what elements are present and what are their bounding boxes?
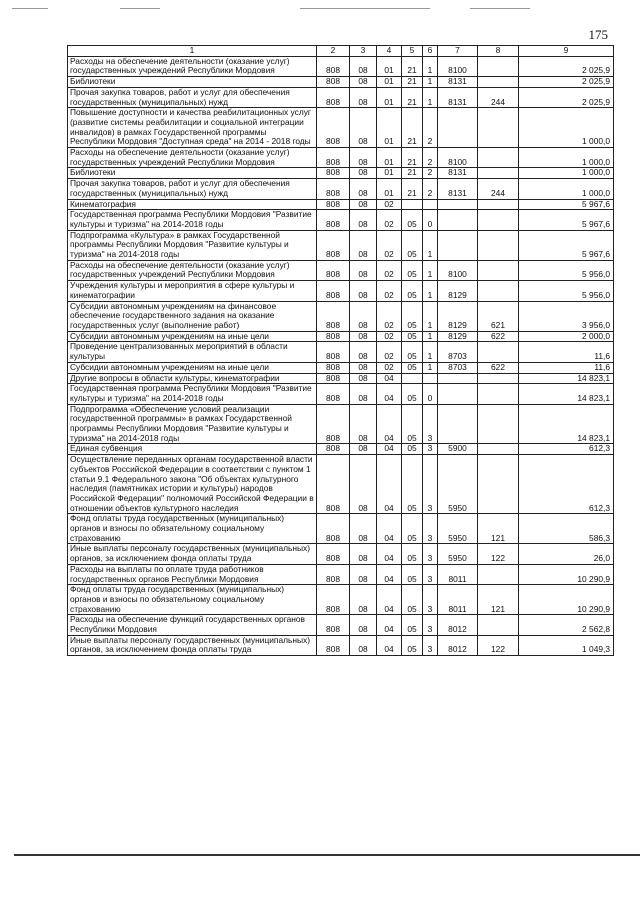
expense-type-cell bbox=[478, 148, 519, 168]
row-name-cell: Государственная программа Республики Мордовия "Развитие культуры и туризма" на 2014-2018 годы bbox=[68, 210, 317, 230]
target-code-cell: 8131 bbox=[438, 179, 478, 199]
subsection-code-cell: 04 bbox=[377, 585, 402, 615]
chapter-code-cell: 808 bbox=[317, 230, 350, 260]
subprogram-code-cell: 3 bbox=[423, 544, 438, 564]
row-name-cell: Расходы на обеспечение деятельности (оказание услуг) государственных учреждений Республики Мордовия bbox=[68, 56, 317, 76]
program-code-cell: 05 bbox=[402, 260, 423, 280]
chapter-code-cell: 808 bbox=[317, 544, 350, 564]
section-code-cell: 08 bbox=[350, 331, 377, 342]
target-code-cell bbox=[438, 108, 478, 148]
target-code-cell bbox=[438, 404, 478, 444]
row-name-cell: Расходы на выплаты по оплате труда работников государственных органов Республики Мордовия bbox=[68, 564, 317, 584]
section-code-cell: 08 bbox=[350, 444, 377, 455]
subsection-code-cell: 04 bbox=[377, 404, 402, 444]
table-row bbox=[68, 444, 614, 455]
target-code-cell: 8100 bbox=[438, 148, 478, 168]
target-code-cell bbox=[438, 373, 478, 384]
section-code-cell: 08 bbox=[350, 260, 377, 280]
subsection-code-cell: 01 bbox=[377, 168, 402, 179]
target-code-cell: 8131 bbox=[438, 87, 478, 107]
expense-type-cell: 622 bbox=[478, 362, 519, 373]
program-code-cell: 05 bbox=[402, 455, 423, 514]
subprogram-code-cell: 1 bbox=[423, 362, 438, 373]
subprogram-code-cell: 1 bbox=[423, 77, 438, 88]
amount-cell: 5 967,6 bbox=[519, 210, 614, 230]
expense-type-cell: 244 bbox=[478, 179, 519, 199]
subprogram-code-cell: 2 bbox=[423, 168, 438, 179]
row-name-cell: Осуществление переданных органам государственной власти субъектов Российской Федерации в соответствии с пунктом 1 статьи 9.1 Федерального закона "Об объектах культурного наследия (памятниках истории и культуры) народов Российской Федерации" полномочий Российской Федерации в отношении объектов культурного наследия bbox=[68, 455, 317, 514]
amount-cell: 1 000,0 bbox=[519, 108, 614, 148]
table-row bbox=[68, 56, 614, 76]
chapter-code-cell: 808 bbox=[317, 210, 350, 230]
row-name-cell: Проведение централизованных мероприятий в области культуры bbox=[68, 342, 317, 362]
program-code-cell: 05 bbox=[402, 331, 423, 342]
page-bottom-rule bbox=[14, 854, 640, 856]
target-code-cell: 8012 bbox=[438, 615, 478, 635]
header-cell: 7 bbox=[438, 46, 478, 57]
expense-type-cell: 121 bbox=[478, 514, 519, 544]
row-name-cell: Прочая закупка товаров, работ и услуг для обеспечения государственных (муниципальных) нужд bbox=[68, 87, 317, 107]
subsection-code-cell: 01 bbox=[377, 148, 402, 168]
chapter-code-cell: 808 bbox=[317, 77, 350, 88]
section-code-cell: 08 bbox=[350, 210, 377, 230]
chapter-code-cell: 808 bbox=[317, 108, 350, 148]
row-name-cell: Иные выплаты персоналу государственных (муниципальных) органов, за исключением фонда оплаты труда bbox=[68, 544, 317, 564]
amount-cell: 5 956,0 bbox=[519, 260, 614, 280]
expense-type-cell bbox=[478, 455, 519, 514]
subsection-code-cell: 02 bbox=[377, 301, 402, 331]
table-row bbox=[68, 148, 614, 168]
chapter-code-cell: 808 bbox=[317, 301, 350, 331]
section-code-cell: 08 bbox=[350, 585, 377, 615]
header-cell: 9 bbox=[519, 46, 614, 57]
expense-type-cell bbox=[478, 168, 519, 179]
target-code-cell: 8011 bbox=[438, 585, 478, 615]
program-code-cell: 21 bbox=[402, 108, 423, 148]
subprogram-code-cell: 1 bbox=[423, 87, 438, 107]
row-name-cell: Расходы на обеспечение деятельности (оказание услуг) государственных учреждений Республики Мордовия bbox=[68, 148, 317, 168]
section-code-cell: 08 bbox=[350, 301, 377, 331]
section-code-cell: 08 bbox=[350, 564, 377, 584]
expense-type-cell bbox=[478, 281, 519, 301]
table-row bbox=[68, 77, 614, 88]
subsection-code-cell: 01 bbox=[377, 179, 402, 199]
chapter-code-cell: 808 bbox=[317, 585, 350, 615]
table-row bbox=[68, 455, 614, 514]
chapter-code-cell: 808 bbox=[317, 362, 350, 373]
chapter-code-cell: 808 bbox=[317, 635, 350, 655]
target-code-cell: 5950 bbox=[438, 455, 478, 514]
subprogram-code-cell: 1 bbox=[423, 260, 438, 280]
row-name-cell: Фонд оплаты труда государственных (муниципальных) органов и взносы по обязательному социальному страхованию bbox=[68, 514, 317, 544]
program-code-cell: 21 bbox=[402, 87, 423, 107]
chapter-code-cell: 808 bbox=[317, 56, 350, 76]
expense-type-cell: 122 bbox=[478, 635, 519, 655]
amount-cell: 11,6 bbox=[519, 342, 614, 362]
row-name-cell: Фонд оплаты труда государственных (муниципальных) органов и взносы по обязательному социальному страхованию bbox=[68, 585, 317, 615]
program-code-cell: 05 bbox=[402, 342, 423, 362]
target-code-cell: 8129 bbox=[438, 331, 478, 342]
target-code-cell: 8131 bbox=[438, 168, 478, 179]
row-name-cell: Субсидии автономным учреждениям на финансовое обеспечение государственного задания на оказание государственных услуг (выполнение работ) bbox=[68, 301, 317, 331]
header-cell: 5 bbox=[402, 46, 423, 57]
section-code-cell: 08 bbox=[350, 87, 377, 107]
target-code-cell: 8703 bbox=[438, 362, 478, 373]
subprogram-code-cell bbox=[423, 199, 438, 210]
amount-cell: 3 956,0 bbox=[519, 301, 614, 331]
subprogram-code-cell bbox=[423, 373, 438, 384]
table-row bbox=[68, 635, 614, 655]
expense-type-cell bbox=[478, 342, 519, 362]
program-code-cell: 05 bbox=[402, 362, 423, 373]
table-row bbox=[68, 384, 614, 404]
program-code-cell: 05 bbox=[402, 404, 423, 444]
chapter-code-cell: 808 bbox=[317, 281, 350, 301]
subprogram-code-cell: 3 bbox=[423, 514, 438, 544]
scan-artifact-line bbox=[470, 8, 530, 9]
section-code-cell: 08 bbox=[350, 179, 377, 199]
subsection-code-cell: 02 bbox=[377, 281, 402, 301]
target-code-cell: 8129 bbox=[438, 281, 478, 301]
target-code-cell: 8100 bbox=[438, 56, 478, 76]
amount-cell: 5 956,0 bbox=[519, 281, 614, 301]
subsection-code-cell: 04 bbox=[377, 373, 402, 384]
program-code-cell: 05 bbox=[402, 544, 423, 564]
section-code-cell: 08 bbox=[350, 108, 377, 148]
expense-type-cell bbox=[478, 384, 519, 404]
target-code-cell: 8012 bbox=[438, 635, 478, 655]
subprogram-code-cell: 0 bbox=[423, 384, 438, 404]
section-code-cell: 08 bbox=[350, 56, 377, 76]
table-row bbox=[68, 404, 614, 444]
program-code-cell: 05 bbox=[402, 514, 423, 544]
section-code-cell: 08 bbox=[350, 384, 377, 404]
chapter-code-cell: 808 bbox=[317, 444, 350, 455]
table-row bbox=[68, 362, 614, 373]
subsection-code-cell: 02 bbox=[377, 230, 402, 260]
table-row bbox=[68, 373, 614, 384]
scan-artifact-line bbox=[12, 8, 48, 9]
subsection-code-cell: 02 bbox=[377, 199, 402, 210]
section-code-cell: 08 bbox=[350, 281, 377, 301]
table-row bbox=[68, 615, 614, 635]
table-row bbox=[68, 108, 614, 148]
chapter-code-cell: 808 bbox=[317, 168, 350, 179]
subprogram-code-cell: 3 bbox=[423, 635, 438, 655]
expense-type-cell: 122 bbox=[478, 544, 519, 564]
subprogram-code-cell: 2 bbox=[423, 148, 438, 168]
amount-cell: 11,6 bbox=[519, 362, 614, 373]
program-code-cell: 05 bbox=[402, 281, 423, 301]
amount-cell: 14 823,1 bbox=[519, 404, 614, 444]
target-code-cell: 8703 bbox=[438, 342, 478, 362]
row-name-cell: Государственная программа Республики Мордовия "Развитие культуры и туризма" на 2014-2018 годы bbox=[68, 384, 317, 404]
target-code-cell bbox=[438, 384, 478, 404]
chapter-code-cell: 808 bbox=[317, 404, 350, 444]
table-row bbox=[68, 564, 614, 584]
row-name-cell: Подпрограмма «Обеспечение условий реализации государственной программы» в рамках Государственной программы Республики Мордовия "Развитие культуры и туризма" на 2014-2018 годы bbox=[68, 404, 317, 444]
program-code-cell: 05 bbox=[402, 384, 423, 404]
row-name-cell: Единая субвенция bbox=[68, 444, 317, 455]
amount-cell: 612,3 bbox=[519, 455, 614, 514]
section-code-cell: 08 bbox=[350, 230, 377, 260]
table-row bbox=[68, 210, 614, 230]
chapter-code-cell: 808 bbox=[317, 373, 350, 384]
subsection-code-cell: 04 bbox=[377, 615, 402, 635]
program-code-cell bbox=[402, 373, 423, 384]
section-code-cell: 08 bbox=[350, 514, 377, 544]
section-code-cell: 08 bbox=[350, 544, 377, 564]
subsection-code-cell: 01 bbox=[377, 87, 402, 107]
program-code-cell: 21 bbox=[402, 168, 423, 179]
subprogram-code-cell: 2 bbox=[423, 179, 438, 199]
row-name-cell: Субсидии автономным учреждениям на иные цели bbox=[68, 331, 317, 342]
amount-cell: 2 000,0 bbox=[519, 331, 614, 342]
amount-cell: 612,3 bbox=[519, 444, 614, 455]
subprogram-code-cell: 3 bbox=[423, 585, 438, 615]
subprogram-code-cell: 1 bbox=[423, 56, 438, 76]
program-code-cell: 05 bbox=[402, 585, 423, 615]
subsection-code-cell: 04 bbox=[377, 635, 402, 655]
target-code-cell: 5950 bbox=[438, 544, 478, 564]
chapter-code-cell: 808 bbox=[317, 514, 350, 544]
target-code-cell: 8011 bbox=[438, 564, 478, 584]
subprogram-code-cell: 3 bbox=[423, 444, 438, 455]
amount-cell: 2 025,9 bbox=[519, 77, 614, 88]
section-code-cell: 08 bbox=[350, 615, 377, 635]
subprogram-code-cell: 3 bbox=[423, 615, 438, 635]
section-code-cell: 08 bbox=[350, 199, 377, 210]
chapter-code-cell: 808 bbox=[317, 615, 350, 635]
table-row bbox=[68, 514, 614, 544]
subsection-code-cell: 02 bbox=[377, 362, 402, 373]
expense-type-cell: 621 bbox=[478, 301, 519, 331]
program-code-cell: 21 bbox=[402, 148, 423, 168]
subprogram-code-cell: 1 bbox=[423, 301, 438, 331]
amount-cell: 10 290,9 bbox=[519, 564, 614, 584]
target-code-cell bbox=[438, 210, 478, 230]
table-row bbox=[68, 199, 614, 210]
subsection-code-cell: 01 bbox=[377, 56, 402, 76]
header-cell: 3 bbox=[350, 46, 377, 57]
table-row bbox=[68, 179, 614, 199]
expense-type-cell bbox=[478, 230, 519, 260]
amount-cell: 2 025,9 bbox=[519, 56, 614, 76]
row-name-cell: Прочая закупка товаров, работ и услуг для обеспечения государственных (муниципальных) нужд bbox=[68, 179, 317, 199]
program-code-cell: 05 bbox=[402, 210, 423, 230]
row-name-cell: Библиотеки bbox=[68, 77, 317, 88]
expense-type-cell bbox=[478, 210, 519, 230]
subsection-code-cell: 04 bbox=[377, 564, 402, 584]
section-code-cell: 08 bbox=[350, 404, 377, 444]
subprogram-code-cell: 2 bbox=[423, 108, 438, 148]
expense-type-cell bbox=[478, 373, 519, 384]
subsection-code-cell: 01 bbox=[377, 108, 402, 148]
program-code-cell: 05 bbox=[402, 301, 423, 331]
row-name-cell: Подпрограмма «Культура» в рамках Государственной программы Республики Мордовия "Развитие культуры и туризма" на 2014-2018 годы bbox=[68, 230, 317, 260]
chapter-code-cell: 808 bbox=[317, 260, 350, 280]
program-code-cell: 21 bbox=[402, 77, 423, 88]
chapter-code-cell: 808 bbox=[317, 384, 350, 404]
amount-cell: 5 967,6 bbox=[519, 230, 614, 260]
amount-cell: 10 290,9 bbox=[519, 585, 614, 615]
table-row bbox=[68, 168, 614, 179]
amount-cell: 26,0 bbox=[519, 544, 614, 564]
subsection-code-cell: 02 bbox=[377, 342, 402, 362]
subprogram-code-cell: 3 bbox=[423, 455, 438, 514]
program-code-cell: 05 bbox=[402, 615, 423, 635]
amount-cell: 1 000,0 bbox=[519, 168, 614, 179]
row-name-cell: Расходы на обеспечение деятельности (оказание услуг) государственных учреждений Республики Мордовия bbox=[68, 260, 317, 280]
expense-type-cell bbox=[478, 260, 519, 280]
amount-cell: 1 000,0 bbox=[519, 179, 614, 199]
table-row bbox=[68, 342, 614, 362]
amount-cell: 14 823,1 bbox=[519, 373, 614, 384]
subprogram-code-cell: 1 bbox=[423, 342, 438, 362]
chapter-code-cell: 808 bbox=[317, 342, 350, 362]
program-code-cell: 21 bbox=[402, 179, 423, 199]
chapter-code-cell: 808 bbox=[317, 148, 350, 168]
subprogram-code-cell: 1 bbox=[423, 281, 438, 301]
amount-cell: 2 025,9 bbox=[519, 87, 614, 107]
section-code-cell: 08 bbox=[350, 362, 377, 373]
subprogram-code-cell: 0 bbox=[423, 210, 438, 230]
amount-cell: 5 967,6 bbox=[519, 199, 614, 210]
expense-type-cell: 121 bbox=[478, 585, 519, 615]
target-code-cell: 5900 bbox=[438, 444, 478, 455]
row-name-cell: Другие вопросы в области культуры, кинематографии bbox=[68, 373, 317, 384]
scan-artifact-line bbox=[300, 8, 430, 9]
budget-table bbox=[67, 45, 614, 656]
section-code-cell: 08 bbox=[350, 455, 377, 514]
chapter-code-cell: 808 bbox=[317, 87, 350, 107]
expense-type-cell bbox=[478, 199, 519, 210]
chapter-code-cell: 808 bbox=[317, 331, 350, 342]
subprogram-code-cell: 1 bbox=[423, 230, 438, 260]
section-code-cell: 08 bbox=[350, 635, 377, 655]
row-name-cell: Повышение доступности и качества реабилитационных услуг (развитие системы реабилитации и социальной интеграции инвалидов) в рамках Государственной программы Республики Мордовия "Доступная среда" на 2014 - 2018 годы bbox=[68, 108, 317, 148]
subsection-code-cell: 04 bbox=[377, 514, 402, 544]
target-code-cell: 8129 bbox=[438, 301, 478, 331]
row-name-cell: Кинематография bbox=[68, 199, 317, 210]
amount-cell: 1 000,0 bbox=[519, 148, 614, 168]
target-code-cell: 5950 bbox=[438, 514, 478, 544]
subprogram-code-cell: 3 bbox=[423, 404, 438, 444]
subsection-code-cell: 04 bbox=[377, 444, 402, 455]
row-name-cell: Субсидии автономным учреждениям на иные цели bbox=[68, 362, 317, 373]
scan-artifact-line bbox=[120, 8, 160, 9]
subprogram-code-cell: 1 bbox=[423, 331, 438, 342]
program-code-cell: 05 bbox=[402, 444, 423, 455]
expense-type-cell bbox=[478, 615, 519, 635]
amount-cell: 14 823,1 bbox=[519, 384, 614, 404]
table-row bbox=[68, 544, 614, 564]
subsection-code-cell: 04 bbox=[377, 384, 402, 404]
table-row bbox=[68, 230, 614, 260]
expense-type-cell bbox=[478, 404, 519, 444]
program-code-cell: 05 bbox=[402, 230, 423, 260]
program-code-cell: 05 bbox=[402, 635, 423, 655]
target-code-cell bbox=[438, 230, 478, 260]
chapter-code-cell: 808 bbox=[317, 564, 350, 584]
target-code-cell: 8131 bbox=[438, 77, 478, 88]
subprogram-code-cell: 3 bbox=[423, 564, 438, 584]
subsection-code-cell: 02 bbox=[377, 210, 402, 230]
row-name-cell: Учреждения культуры и мероприятия в сфере культуры и кинематографии bbox=[68, 281, 317, 301]
table-row bbox=[68, 331, 614, 342]
subsection-code-cell: 04 bbox=[377, 455, 402, 514]
row-name-cell: Иные выплаты персоналу государственных (муниципальных) органов, за исключением фонда оплаты труда bbox=[68, 635, 317, 655]
amount-cell: 2 562,8 bbox=[519, 615, 614, 635]
program-code-cell: 05 bbox=[402, 564, 423, 584]
table-row bbox=[68, 301, 614, 331]
expense-type-cell bbox=[478, 444, 519, 455]
expense-type-cell bbox=[478, 56, 519, 76]
header-cell: 4 bbox=[377, 46, 402, 57]
chapter-code-cell: 808 bbox=[317, 199, 350, 210]
subsection-code-cell: 02 bbox=[377, 260, 402, 280]
header-cell: 6 bbox=[423, 46, 438, 57]
header-cell: 2 bbox=[317, 46, 350, 57]
program-code-cell: 21 bbox=[402, 56, 423, 76]
expense-type-cell bbox=[478, 564, 519, 584]
target-code-cell bbox=[438, 199, 478, 210]
expense-type-cell bbox=[478, 77, 519, 88]
expense-type-cell: 622 bbox=[478, 331, 519, 342]
row-name-cell: Библиотеки bbox=[68, 168, 317, 179]
expense-type-cell bbox=[478, 108, 519, 148]
table-header-row bbox=[68, 46, 614, 57]
row-name-cell: Расходы на обеспечение функций государственных органов Республики Мордовия bbox=[68, 615, 317, 635]
section-code-cell: 08 bbox=[350, 148, 377, 168]
chapter-code-cell: 808 bbox=[317, 179, 350, 199]
section-code-cell: 08 bbox=[350, 77, 377, 88]
chapter-code-cell: 808 bbox=[317, 455, 350, 514]
amount-cell: 586,3 bbox=[519, 514, 614, 544]
amount-cell: 1 049,3 bbox=[519, 635, 614, 655]
section-code-cell: 08 bbox=[350, 168, 377, 179]
table-row bbox=[68, 87, 614, 107]
header-cell: 1 bbox=[68, 46, 317, 57]
subsection-code-cell: 01 bbox=[377, 77, 402, 88]
program-code-cell bbox=[402, 199, 423, 210]
header-cell: 8 bbox=[478, 46, 519, 57]
subsection-code-cell: 02 bbox=[377, 331, 402, 342]
page-number: 175 bbox=[588, 27, 608, 42]
section-code-cell: 08 bbox=[350, 342, 377, 362]
table-row bbox=[68, 585, 614, 615]
section-code-cell: 08 bbox=[350, 373, 377, 384]
subsection-code-cell: 04 bbox=[377, 544, 402, 564]
expense-type-cell: 244 bbox=[478, 87, 519, 107]
target-code-cell: 8100 bbox=[438, 260, 478, 280]
table-row bbox=[68, 281, 614, 301]
table-row bbox=[68, 260, 614, 280]
